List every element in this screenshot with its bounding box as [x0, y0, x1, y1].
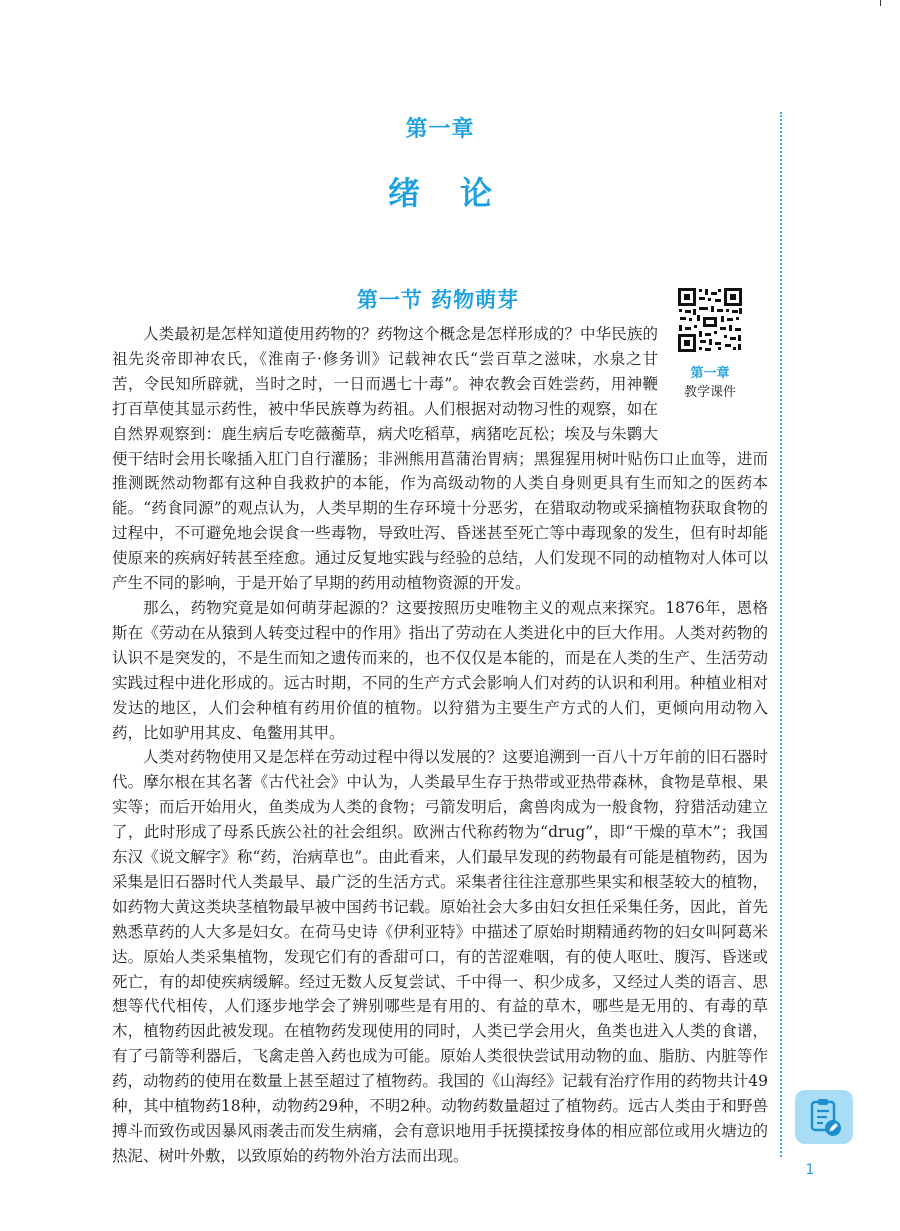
qr-caption-chapter: 第一章	[690, 366, 730, 381]
qr-caption-courseware: 教学课件	[683, 385, 736, 400]
section-title: 第一节 药物萌芽	[356, 288, 520, 312]
crop-mark	[880, 0, 887, 6]
chapter-title: 绪论	[387, 174, 532, 212]
notes-edit-icon[interactable]	[795, 1090, 853, 1144]
margin-dotted-rule	[780, 112, 782, 1157]
body-text	[112, 322, 768, 1169]
paragraph-3: 人类对药物使用又是怎样在劳动过程中得以发展的？这要追溯到一百八十万年前的旧石器时代。摩尔根在其名著《古代社会》中认为，人类最早生存于热带或亚热带森林，食物是草根、果实等；而后开始用火，鱼类成为人类的食物；弓箭发明后，禽兽肉成为一般食物，狩猎活动建立了，此时形成了母系氏族公社的社会组织。欧洲古代称药物为“drug”，即“干燥的草木”；我国东汉《说文解字》称“药，治病草也”。由此看来，人们最早发现的药物最有可能是植物药，因为采集是旧石器时代人类最早、最广泛的生活方式。采集者往往注意那些果实和根茎较大的植物，如药物大黄这类块茎植物最早被中国药书记载。原始社会大多由妇女担任采集任务，因此，首先熟悉草药的人大多是妇女。在荷马史诗《伊利亚特》中描述了原始时期精通药物的妇女叫阿葛米达。原始人类采集植物，发现它们有的香甜可口，有的苦涩难咽，有的使人呕吐、腹泻、昏迷或死亡，有的却使疾病缓解。经过无数人反复尝试、千中得一、积少成多，又经过人类的语言、思想等代代相传，人们逐步地学会了辨别哪些是有用的、有益的草木，哪些是无用的、有毒的草木，植物药因此被发现。在植物药发现使用的同时，人类已学会用火，鱼类也进入人类的食谱，有了弓箭等利器后，飞禽走兽入药也成为可能。原始人类很快尝试用动物的血、脂肪、内脏等作药，动物药的使用在数量上甚至超过了植物药。我国的《山海经》记载有治疗作用的药物共计49种，其中植物药18种，动物药29种，不明2种。动物药数量超过了植物药。远古人类由于和野兽搏斗而致伤或因暴风雨袭击而发生病痛，会有意识地用手抚摸揉按身体的相应部位或用火塘边的热泥、树叶外敷，以致原始的药物外治方法而出现。	[112, 748, 768, 1165]
chapter-label: 第一章	[405, 117, 475, 142]
paragraph-2: 那么，药物究竟是如何萌芽起源的？这要按照历史唯物主义的观点来探究。1876年，恩格斯在《劳动在从猿到人转变过程中的作用》指出了劳动在人类进化中的巨大作用。人类对药物的认识不是突发的，不是生而知之遗传而来的，也不仅仅是本能的，而是在人类的生产、生活劳动实践过程中进化形成的。远古时期，不同的生产方式会影响人们对药的认识和利用。种植业相对发达的地区，人们会种植有药用价值的植物。以狩猎为主要生产方式的人们，更倾向用动物入药，比如驴用其皮、龟鳖用其甲。	[112, 598, 768, 742]
paragraph-1: 人类最初是怎样知道使用药物的？药物这个概念是怎样形成的？中华民族的祖先炎帝即神农氏，《淮南子·修务训》记载神农氏“尝百草之滋味，水泉之甘苦，令民知所辟就，当时之时，一日而遇七十毒”。神农教会百姓尝药，用神鞭打百草使其显示药性，被中华民族尊为药祖。人们根据对动物习性的观察，如在自然界观察到：鹿生病后专吃薇蘅草，病犬吃稻草，病猪吃瓦松；埃及与朱鹮大便干结时会用长喙插入肛门自行灌肠；非洲熊用菖蒲治胃病；黑猩猩用树叶贴伤口止血等，进而推测既然动物都有这种自我救护的本能，作为高级动物的人类自身则更具有生而知之的医药本能。“药食同源”的观点认为，人类早期的生存环境十分恶劣，在猎取动物或采摘植物获取食物的过程中，不可避免地会误食一些毒物，导致吐泻、昏迷甚至死亡等中毒现象的发生，但有时却能使原来的疾病好转甚至痊愈。通过反复地实践与经验的总结，人们发现不同的动植物对人体可以产生不同的影响，于是开始了早期的药用动植物资源的开发。	[112, 325, 768, 593]
qr-text-wrap-spacer	[658, 322, 768, 442]
page-number: 1	[805, 1162, 815, 1178]
